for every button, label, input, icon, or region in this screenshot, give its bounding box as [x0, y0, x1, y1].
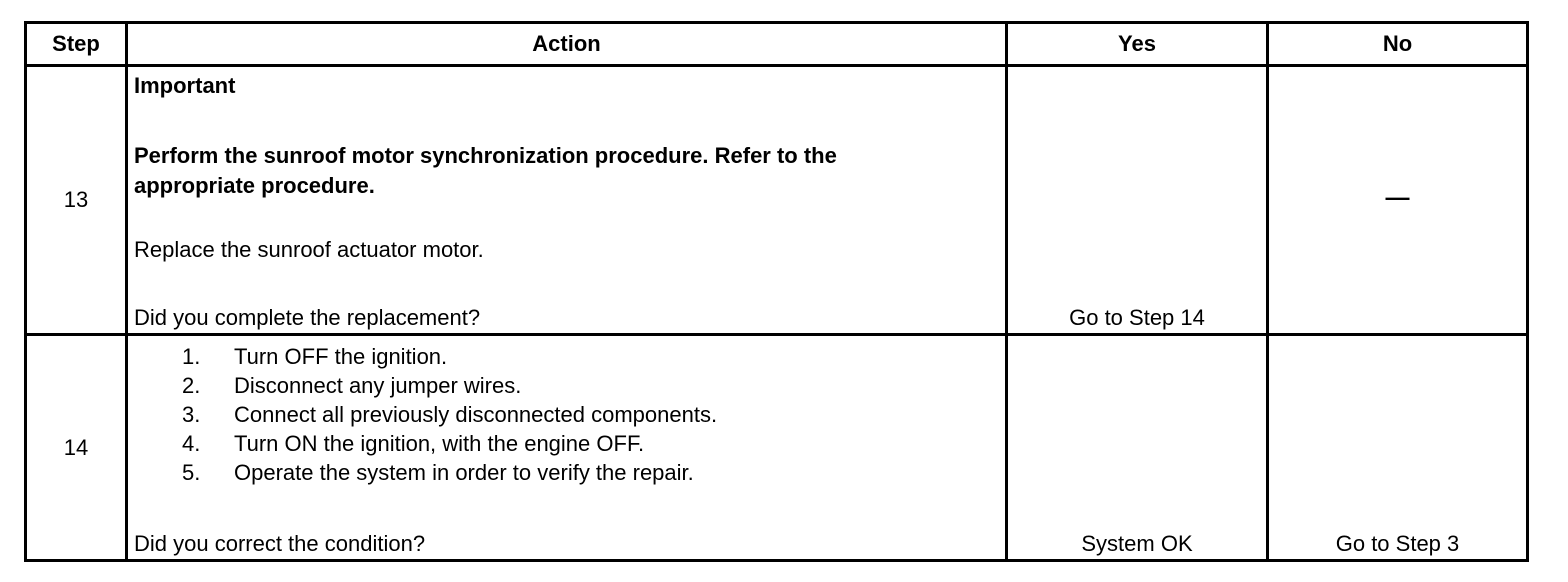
no-result: Go to Step 3: [1335, 531, 1460, 556]
yes-cell: [1007, 335, 1268, 561]
important-note: Perform the sunroof motor synchronization procedure. Refer to the appropriate procedure.: [134, 143, 837, 198]
list-item-text: Turn ON the ignition, with the engine OFF.: [234, 431, 645, 456]
important-label: Important: [134, 73, 236, 98]
step-number: 13: [26, 66, 127, 335]
no-result: —: [1385, 184, 1410, 212]
list-item: [128, 458, 717, 487]
header-yes: Yes: [1007, 23, 1268, 66]
list-item: [128, 429, 717, 458]
list-item-number: 4.: [182, 431, 201, 456]
yes-result: Go to Step 14: [1069, 305, 1205, 330]
action-cell: [127, 335, 1007, 561]
step-number: 14: [26, 335, 127, 561]
table-row-step-13: [26, 66, 1528, 335]
list-item-text: Operate the system in order to verify the repair.: [234, 460, 694, 485]
list-item-text: Turn OFF the ignition.: [234, 344, 448, 369]
yes-result: System OK: [1081, 531, 1193, 556]
list-item-number: 1.: [182, 344, 201, 369]
procedure-list: [128, 342, 717, 487]
list-item: [128, 400, 717, 429]
list-item: [128, 371, 717, 400]
header-no: No: [1268, 23, 1528, 66]
action-question: Did you correct the condition?: [134, 531, 426, 556]
list-item-number: 5.: [182, 460, 201, 485]
yes-cell: [1007, 66, 1268, 335]
no-cell: [1268, 335, 1528, 561]
header-action: Action: [127, 23, 1007, 66]
header-row: [26, 23, 1528, 66]
action-cell: [127, 66, 1007, 335]
list-item-number: 3.: [182, 402, 201, 427]
action-question: Did you complete the replacement?: [134, 305, 481, 330]
list-item-text: Disconnect any jumper wires.: [234, 373, 522, 398]
table-row-step-14: [26, 335, 1528, 561]
list-item-text: Connect all previously disconnected components.: [234, 402, 718, 427]
action-instruction: Replace the sunroof actuator motor.: [134, 237, 484, 262]
header-step: Step: [26, 23, 127, 66]
list-item: [128, 342, 717, 371]
no-cell: [1268, 66, 1528, 335]
diagnostic-table: [24, 21, 1529, 562]
list-item-number: 2.: [182, 373, 201, 398]
